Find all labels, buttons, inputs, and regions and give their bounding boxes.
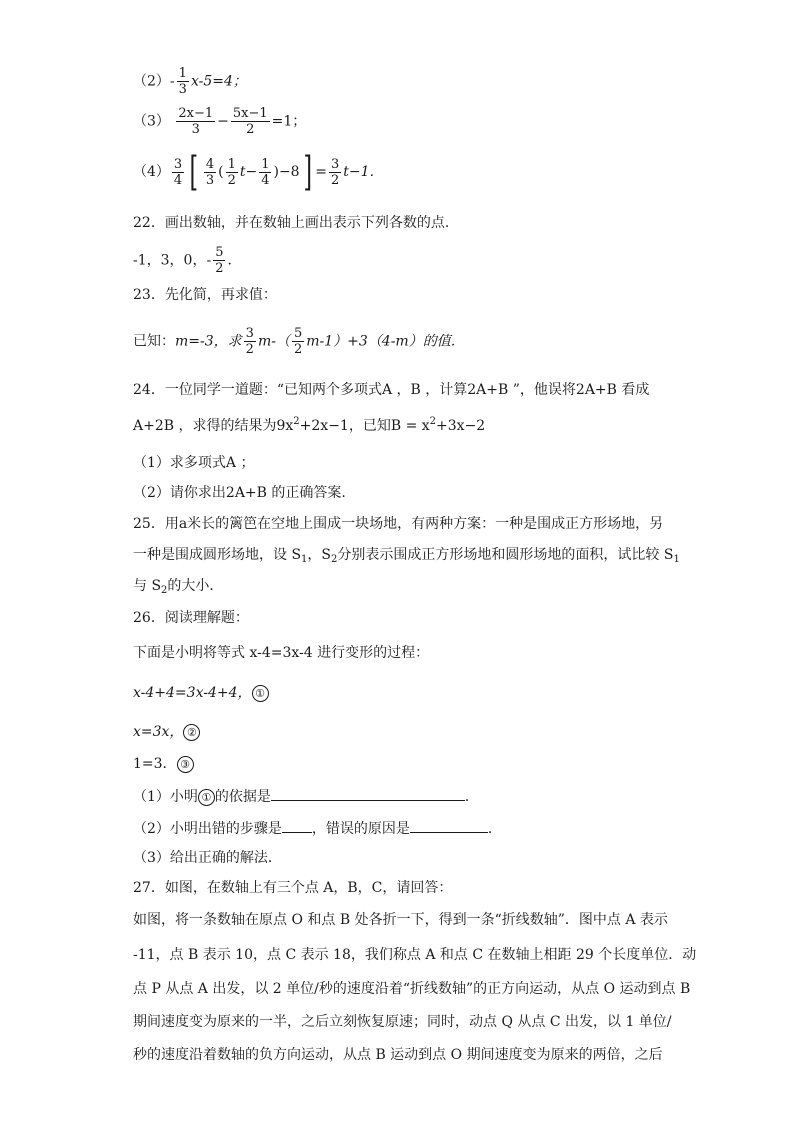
answer-blank[interactable] bbox=[271, 786, 465, 801]
left-bracket: [ bbox=[189, 149, 199, 195]
question-22-numbers bbox=[133, 245, 241, 276]
condition: m=-3，求 bbox=[175, 333, 242, 350]
numerator: 2x−1 bbox=[178, 106, 214, 121]
text: 分别表示围成正方形场地和圆形场地的面积，试比较 S bbox=[337, 547, 674, 563]
text: 与 S bbox=[133, 578, 162, 594]
given-label: 已知： bbox=[133, 333, 175, 350]
denominator: 2 bbox=[245, 342, 254, 357]
subscript: 1 bbox=[673, 554, 680, 565]
equation-text: t−1． bbox=[343, 164, 384, 180]
circled-three-icon: ③ bbox=[177, 756, 194, 773]
problem-4 bbox=[133, 149, 384, 195]
numerator: 5 bbox=[215, 245, 224, 260]
denominator: 3 bbox=[176, 121, 215, 137]
problem-label: （2） bbox=[133, 73, 170, 90]
question-24-line-1: 24．一位同学一道题：“已知两个多项式A ，B ，计算2A+B ”，他误将2A+B 看成 bbox=[133, 382, 650, 398]
text: ，S bbox=[307, 547, 332, 563]
question-24-line-2 bbox=[133, 416, 485, 436]
equation-text: x-5=4； bbox=[190, 73, 247, 90]
question-24-sub-1: （1）求多项式A ； bbox=[133, 455, 255, 471]
question-26-step-2 bbox=[133, 722, 200, 742]
text: A+2B ，求得的结果为9x bbox=[133, 418, 294, 434]
question-27-paragraph-line-2: -11，点 B 表示 10，点 C 表示 18，我们称点 A 和点 C 在数轴上相距 29 个长度单位．动 bbox=[133, 947, 697, 963]
question-22-title: 22．画出数轴，并在数轴上画出表示下列各数的点． bbox=[133, 215, 459, 231]
denominator: 2 bbox=[227, 172, 236, 188]
subscript: 2 bbox=[161, 585, 168, 596]
denominator: 4 bbox=[261, 172, 270, 188]
question-25-line-1: 25．用a米长的篱笆在空地上围成一块场地，有两种方案：一种是围成正方形场地，另 bbox=[133, 516, 664, 532]
numerator: 1 bbox=[227, 156, 236, 172]
circled-two-icon: ② bbox=[183, 724, 200, 741]
question-26-title: 26．阅读理解题： bbox=[133, 610, 249, 626]
left-paren: ( bbox=[218, 164, 224, 180]
question-25-line-2 bbox=[133, 545, 680, 565]
equation-text: =1； bbox=[271, 113, 307, 130]
denominator: 4 bbox=[173, 172, 183, 188]
question-26-intro: 下面是小明将等式 x-4=3x-4 进行变形的过程： bbox=[133, 645, 430, 661]
answer-blank[interactable] bbox=[410, 818, 488, 833]
question-26-step-1 bbox=[133, 683, 269, 703]
equals-sign: = bbox=[315, 164, 327, 180]
numerator: 1 bbox=[261, 156, 270, 172]
fraction bbox=[172, 157, 184, 188]
numerator: 3 bbox=[173, 156, 183, 172]
text: ． bbox=[487, 821, 502, 837]
text: +2x−1，已知B = x bbox=[299, 418, 430, 434]
expression-text: m-（ bbox=[257, 333, 290, 350]
text: +3x−2 bbox=[436, 418, 486, 434]
equation-text: )−8 bbox=[273, 164, 300, 180]
numerator: 4 bbox=[205, 156, 215, 172]
question-23-title: 23．先化简，再求值： bbox=[133, 287, 277, 303]
problem-3 bbox=[133, 106, 306, 137]
fraction bbox=[329, 157, 341, 188]
exponent: 2 bbox=[293, 416, 300, 427]
denominator: 3 bbox=[205, 172, 215, 188]
circled-one-icon: ① bbox=[252, 685, 269, 702]
numerator: 1 bbox=[178, 66, 187, 81]
question-27-paragraph-line-1: 如图，将一条数轴在原点 O 和点 B 处各折一下，得到一条“折线数轴”．图中点 A 表示 bbox=[133, 912, 668, 928]
fraction bbox=[226, 157, 238, 188]
text: 的大小． bbox=[167, 578, 224, 594]
numerator: 5 bbox=[293, 326, 303, 341]
step-text: x=3x， bbox=[133, 724, 184, 740]
question-27-paragraph-line-4: 期间速度变为原来的一半，之后立刻恢复原速；同时，动点 Q 从点 C 出发，以 1 单位/ bbox=[133, 1014, 672, 1030]
fraction bbox=[244, 326, 256, 357]
fraction bbox=[176, 106, 215, 137]
exponent: 2 bbox=[429, 416, 437, 427]
question-26-sub-3: （3）给出正确的解法． bbox=[133, 850, 282, 866]
subscript: 2 bbox=[331, 554, 338, 565]
denominator: 2 bbox=[293, 342, 303, 357]
numerator: 3 bbox=[330, 156, 340, 172]
question-26-sub-2 bbox=[133, 818, 502, 839]
numerator: 3 bbox=[245, 326, 254, 341]
fraction bbox=[213, 245, 225, 276]
number-list: -1，3，0，- bbox=[133, 252, 212, 269]
subscript: 1 bbox=[301, 554, 308, 565]
question-26-step-3 bbox=[133, 754, 194, 774]
fraction bbox=[204, 157, 216, 188]
fraction bbox=[292, 326, 304, 357]
equation-text: t− bbox=[239, 164, 258, 180]
denominator: 2 bbox=[330, 172, 340, 188]
minus-sign: - bbox=[169, 73, 175, 90]
question-26-sub-1 bbox=[133, 786, 479, 807]
question-24-sub-2: （2）请你求出2A+B 的正确答案. bbox=[133, 485, 346, 501]
denominator: 3 bbox=[178, 82, 187, 97]
problem-2 bbox=[133, 66, 247, 97]
question-27-paragraph-line-3: 点 P 从点 A 出发，以 2 单位/秒的速度沿着“折线数轴”的正方向运动，从点 O 运动到点 B bbox=[133, 981, 691, 997]
numerator: 5x−1 bbox=[232, 106, 268, 121]
period: ． bbox=[227, 252, 242, 269]
text: （1）小明 bbox=[133, 789, 198, 805]
text: （2）小明出错的步骤是 bbox=[133, 821, 282, 837]
question-27-title: 27．如图，在数轴上有三个点 A，B，C，请回答： bbox=[133, 880, 453, 896]
denominator: 2 bbox=[215, 261, 224, 276]
fraction bbox=[231, 106, 270, 137]
expression-text: m-1）+3（4-m）的值． bbox=[306, 333, 465, 350]
problem-label: （3） bbox=[133, 113, 170, 130]
text: 一种是围成圆形场地，设 S bbox=[133, 547, 302, 563]
question-27-paragraph-line-5: 秒的速度沿着数轴的负方向运动，从点 B 运动到点 O 期间速度变为原来的两倍，之后 bbox=[133, 1047, 663, 1063]
answer-blank[interactable] bbox=[282, 818, 312, 833]
fraction bbox=[259, 157, 271, 188]
text: ，错误的原因是 bbox=[311, 821, 410, 837]
denominator: 2 bbox=[231, 121, 270, 137]
question-23-expression bbox=[133, 326, 465, 357]
problem-label: （4） bbox=[133, 164, 170, 180]
text: ． bbox=[464, 789, 479, 805]
right-bracket: ] bbox=[303, 149, 312, 195]
fraction bbox=[177, 66, 189, 97]
circled-one-icon: ① bbox=[198, 789, 215, 806]
text: 的依据是 bbox=[214, 789, 271, 805]
step-text: x-4+4=3x-4+4， bbox=[133, 685, 252, 701]
step-text: 1=3． bbox=[133, 756, 177, 772]
operator: − bbox=[217, 113, 229, 130]
question-25-line-3 bbox=[133, 576, 223, 596]
